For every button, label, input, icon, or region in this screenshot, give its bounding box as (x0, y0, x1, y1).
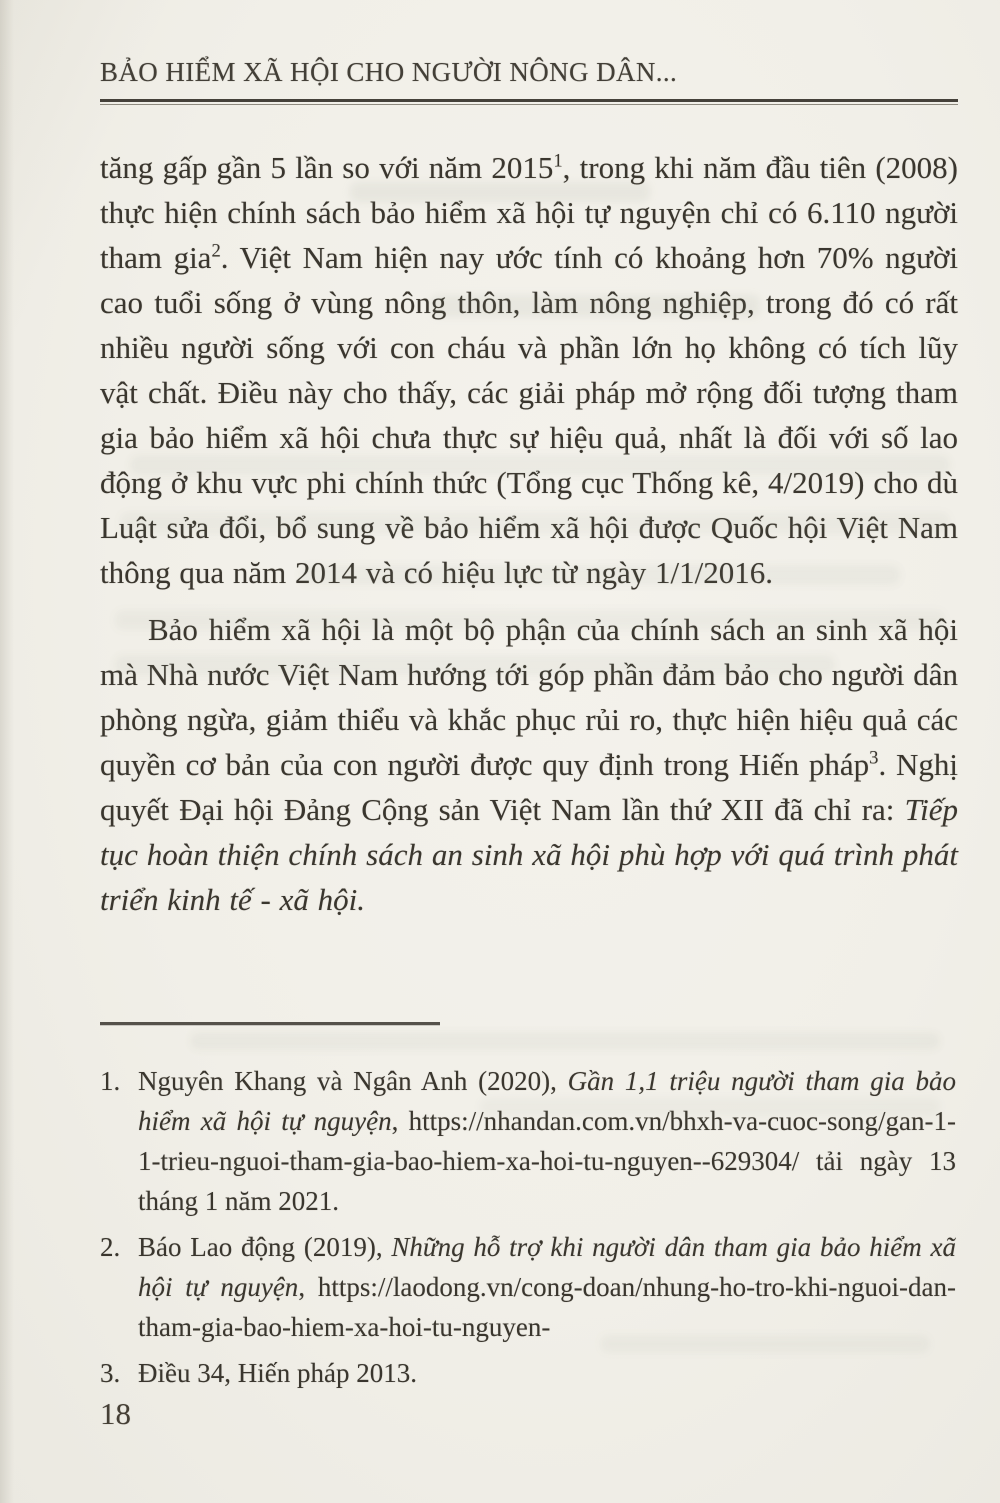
footnote-2-title: Những hỗ trợ khi người dân tham gia bảo hiểm xã hội tự nguyện (138, 1232, 956, 1302)
paragraph-1-text: , trong khi năm đầu tiên (2008) thực hiện chính sách bảo hiểm xã hội tự nguyện chỉ có 6.110 người tham gia (100, 149, 958, 275)
paragraph-2 (100, 607, 958, 922)
footnote-area (100, 1022, 956, 1393)
header-rule (100, 99, 958, 105)
footnote-1-author: Nguyên Khang và Ngân Anh (2020), (138, 1066, 568, 1096)
footnote-1-text (138, 1061, 956, 1221)
paragraph-1 (100, 145, 958, 595)
footnote-3 (100, 1353, 956, 1393)
quoted-resolution-text: Tiếp tục hoàn thiện chính sách an sinh xã hội phù hợp với quá trình phát triển kinh tế - xã hội. (100, 791, 958, 917)
footnote-3-number: 3. (100, 1358, 121, 1388)
footnote-list (100, 1061, 956, 1393)
footnote-2-source: , https://laodong.vn/cong-doan/nhung-ho-tro-khi-nguoi-dan-tham-gia-bao-hiem-xa-hoi-tu-nguyen- (138, 1272, 957, 1342)
footnote-3-text (138, 1353, 956, 1393)
page-number: 18 (100, 1396, 131, 1431)
footnote-separator-rule (100, 1022, 440, 1025)
paragraph-2-text: . Nghị quyết Đại hội Đảng Cộng sản Việt Nam lần thứ XII đã chỉ ra: (100, 746, 959, 827)
page-body (100, 145, 958, 922)
footnote-2-author: Báo Lao động (2019), (138, 1232, 392, 1262)
paragraph-1-text: . Việt Nam hiện nay ước tính có khoảng hơn 70% người cao tuổi sống ở vùng nông thôn, làm nông nghiệp, trong đó có rất nhiều người sống với con cháu và phần lớn họ không có tích lũy vật chất. Điều này cho thấy, các giải pháp mở rộng đối tượng tham gia bảo hiểm xã hội chưa thực sự hiệu quả, nhất là đối với số lao động ở khu vực phi chính thức (Tổng cục Thống kê, 4/2019) cho dù Luật sửa đổi, bổ sung về bảo hiểm xã hội được Quốc hội Việt Nam thông qua năm 2014 và có hiệu lực từ ngày 1/1/2016. (100, 239, 958, 590)
footnote-ref-1: 1 (553, 150, 563, 172)
footnote-1 (100, 1061, 956, 1221)
footnote-ref-2: 2 (211, 240, 221, 262)
page-header (100, 56, 958, 105)
scan-edge-shadow (0, 0, 14, 1503)
footnote-1-title: Gần 1,1 triệu người tham gia bảo hiểm xã hội tự nguyện (138, 1066, 956, 1136)
paragraph-1-text: tăng gấp gần 5 lần so với năm 2015 (100, 149, 554, 185)
footnote-1-source: , https://nhandan.com.vn/bhxh-va-cuoc-song/gan-1-1-trieu-nguoi-tham-gia-bao-hiem-xa-hoi-tu-nguyen--629304/ tải ngày 13 tháng 1 năm 2021. (138, 1106, 957, 1216)
footnote-ref-3: 3 (869, 747, 879, 769)
footnote-2 (100, 1227, 956, 1347)
running-header-title: BẢO HIỂM XÃ HỘI CHO NGƯỜI NÔNG DÂN... (100, 57, 678, 87)
paragraph-2-text: Bảo hiểm xã hội là một bộ phận của chính sách an sinh xã hội mà Nhà nước Việt Nam hướng tới góp phần đảm bảo cho người dân phòng ngừa, giảm thiểu và khắc phục rủi ro, thực hiện hiệu quả các quyền cơ bản của con người được quy định trong Hiến pháp (100, 611, 958, 782)
footnote-1-number: 1. (100, 1066, 121, 1096)
footnote-2-text (138, 1227, 956, 1347)
footnote-3-source: Điều 34, Hiến pháp 2013. (138, 1358, 417, 1388)
footnote-2-number: 2. (100, 1232, 121, 1262)
